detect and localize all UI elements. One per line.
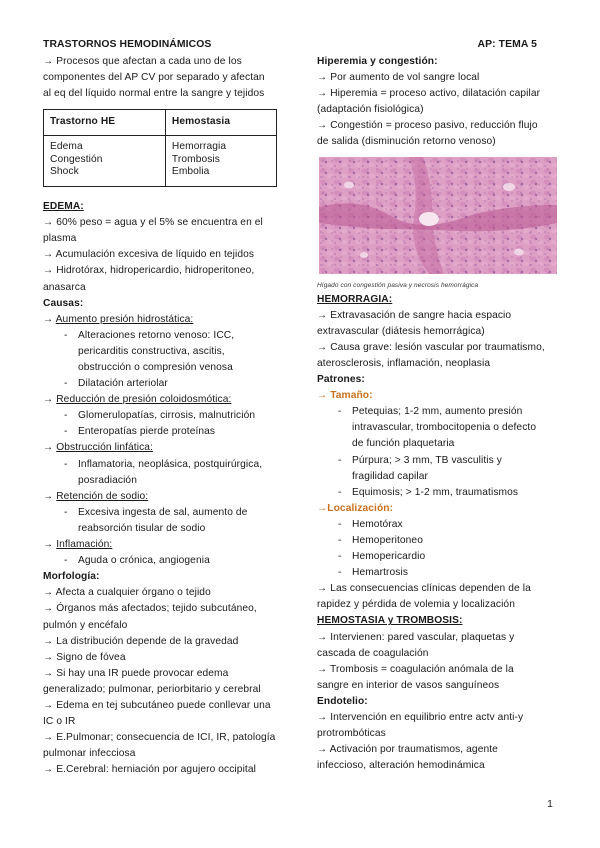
morf-line: → Edema en tej subcutáneo puede conllevar una	[43, 699, 271, 711]
location-item: - Hemopericardio	[317, 549, 557, 565]
table-item: Hemorragia	[171, 141, 227, 153]
cause-subitem	[43, 457, 283, 489]
subitem-line: reabsorción tisular de sodio	[78, 522, 206, 534]
intro-line: → Procesos que afectan a cada uno de los	[43, 56, 242, 67]
intro-line: al eq del líquido normal entre la sangre y tejidos	[43, 88, 265, 100]
edema-point: → Hidrotórax, hidropericardio, hidroperitoneo,	[43, 265, 255, 277]
disorders-table	[43, 109, 277, 187]
subitem-line: obstrucción o compresión venosa	[78, 362, 233, 373]
morf-line: pulmón y encéfalo	[43, 619, 128, 631]
morf-line: → Afecta a cualquier órgano o tejido	[43, 587, 211, 599]
hiperemia-line: (adaptación fisiológica)	[317, 104, 424, 116]
morf-line: → Signo de fóvea	[43, 651, 126, 663]
table-item: Shock	[50, 166, 79, 178]
right-column	[317, 54, 557, 774]
morf-line: → Órganos más afectados; tejido subcutáneo,	[43, 603, 257, 615]
location-item: - Hemoperitoneo	[317, 533, 557, 549]
conclusion-line: rapidez y pérdida de volemia y localización	[317, 599, 515, 611]
table-item: Trombosis	[171, 153, 220, 165]
subitem-line: de función plaquetaria	[352, 438, 455, 450]
hemorragia-line: → Extravasación de sangre hacia espacio	[317, 309, 512, 321]
edema-point: → Acumulación excesiva de líquido en tejidos	[43, 249, 255, 261]
cause-subitem: - Enteropatías pierde proteínas	[43, 424, 283, 440]
cause-name: Reducción de presión coloidosmótica:	[56, 394, 232, 406]
image-caption: Hígado con congestión pasiva y necrosis hemorrágica	[317, 281, 479, 289]
subitem-line: intravascular, trombocitopenia o defecto	[352, 422, 537, 434]
subitem-line: - Púrpura; > 3 mm, TB vasculitis y	[352, 454, 502, 466]
morf-line: IC o IR	[43, 716, 76, 728]
liver-histology-image	[319, 157, 557, 274]
edema-point: plasma	[43, 233, 77, 245]
subitem-line: - Alteraciones retorno venoso: ICC,	[78, 329, 235, 341]
document-title: TRASTORNOS HEMODINÁMICOS	[43, 39, 212, 50]
endotelio-line: → Intervención en equilibrio entre actv anti-y	[317, 712, 524, 723]
arrow: →	[43, 313, 56, 325]
edema-heading: EDEMA:	[43, 201, 84, 213]
localizacion-heading: →Localización:	[317, 502, 394, 514]
table-cell-hemostasia	[165, 136, 276, 187]
morf-line: → La distribución depende de la gravedad	[43, 635, 239, 647]
endotelio-line: protrombóticas	[317, 728, 386, 740]
subitem-line: pericarditis constructiva, ascitis,	[78, 345, 225, 357]
cause-name: Aumento presión hidrostática:	[55, 313, 194, 325]
cause-name: Retención de sodio:	[56, 490, 149, 502]
hiperemia-line: → Hiperemia = proceso activo, dilatación capilar	[317, 88, 541, 100]
histology-illustration	[319, 157, 557, 274]
morf-line: pulmonar infecciosa	[43, 748, 136, 760]
arrow: →	[43, 394, 57, 406]
page-number: 1	[547, 799, 553, 810]
cause-title	[43, 392, 283, 408]
hemostasia-line: sangre en interior de vasos sanguíneos	[317, 679, 500, 691]
subitem-line: - Petequias; 1-2 mm, aumento presión	[352, 406, 523, 418]
hemorragia-heading: HEMORRAGIA:	[317, 293, 393, 305]
cause-title	[43, 537, 283, 553]
size-item: - Equimosis; > 1-2 mm, traumatismos	[317, 485, 557, 501]
morfologia-heading: Morfología:	[43, 571, 100, 583]
cause-subitem	[43, 328, 283, 376]
location-item: - Hemartrosis	[317, 565, 557, 581]
cause-title	[43, 489, 283, 505]
left-column	[43, 54, 283, 778]
arrow: →	[43, 442, 57, 454]
size-item	[317, 453, 557, 485]
hemostasia-heading: HEMOSTASIA y TROMBOSIS:	[317, 615, 463, 627]
hiperemia-heading: Hiperemia y congestión:	[317, 56, 438, 67]
subitem-line: - Excesiva ingesta de sal, aumento de	[78, 506, 248, 518]
arrow: →	[43, 539, 57, 551]
cause-title	[43, 440, 283, 456]
cause-name: Obstrucción linfática:	[56, 442, 153, 454]
hiperemia-line: → Por aumento de vol sangre local	[317, 72, 480, 84]
cause-subitem	[43, 505, 283, 537]
subitem-line: - Inflamatoria, neoplásica, postquirúrgica,	[78, 458, 263, 470]
table-item: Embolia	[171, 166, 210, 178]
hemostasia-line: → Intervienen: pared vascular, plaquetas y	[317, 631, 515, 643]
patrones-heading: Patrones:	[317, 374, 365, 386]
morf-line: → E.Pulmonar; consecuencia de ICI, IR, patología	[43, 732, 276, 744]
intro-line: componentes del AP CV por separado y afectan	[43, 72, 265, 84]
morf-line: generalizado; pulmonar, periorbitario y cerebral	[43, 683, 261, 695]
cause-subitem: - Dilatación arteriolar	[43, 376, 283, 392]
endotelio-line: → Activación por traumatismos, agente	[317, 744, 498, 756]
hemorragia-line: aterosclerosis, inflamación, neoplasia	[317, 357, 491, 369]
endotelio-heading: Endotelio:	[317, 695, 368, 707]
hemostasia-line: → Trombosis = coagulación anómala de la	[317, 663, 514, 675]
conclusion-line: → Las consecuencias clínicas dependen de la	[317, 583, 531, 595]
table-item: Edema	[50, 141, 83, 153]
hemorragia-line: extravascular (diátesis hemorrágica)	[317, 325, 485, 337]
cause-subitem: - Aguda o crónica, angiogenia	[43, 553, 283, 569]
edema-point: anasarca	[43, 281, 86, 293]
table-item: Congestión	[50, 153, 103, 165]
hemorragia-line: → Causa grave: lesión vascular por traumatismo,	[317, 341, 545, 353]
section-label: AP: TEMA 5	[477, 39, 537, 50]
hiperemia-line: de salida (disminución retorno venoso)	[317, 136, 496, 148]
morf-line: → E.Cerebral: herniación por agujero occipital	[43, 764, 256, 776]
edema-point: → 60% peso = agua y el 5% se encuentra en el	[43, 217, 263, 229]
location-item: - Hemotórax	[317, 517, 557, 533]
morf-line: → Si hay una IR puede provocar edema	[43, 667, 229, 679]
cause-name: Inflamación:	[56, 539, 113, 551]
cause-title	[43, 312, 283, 328]
table-header-hemostasia: Hemostasia	[165, 110, 276, 136]
causas-heading: Causas:	[43, 297, 84, 309]
endotelio-line: infeccioso, alteración hemodinámica	[317, 760, 485, 772]
subitem-line: fragilidad capilar	[352, 470, 428, 482]
table-header-he: Trastorno HE	[44, 110, 166, 136]
arrow: →	[43, 490, 57, 502]
subitem-line: posradiación	[78, 474, 137, 486]
size-item	[317, 404, 557, 452]
table-cell-he	[44, 136, 166, 187]
hemostasia-line: cascada de coagulación	[317, 647, 429, 659]
tamano-heading: → Tamaño:	[317, 390, 373, 402]
cause-subitem: - Glomerulopatías, cirrosis, malnutrición	[43, 408, 283, 424]
hiperemia-line: → Congestión = proceso pasivo, reducción flujo	[317, 120, 538, 132]
